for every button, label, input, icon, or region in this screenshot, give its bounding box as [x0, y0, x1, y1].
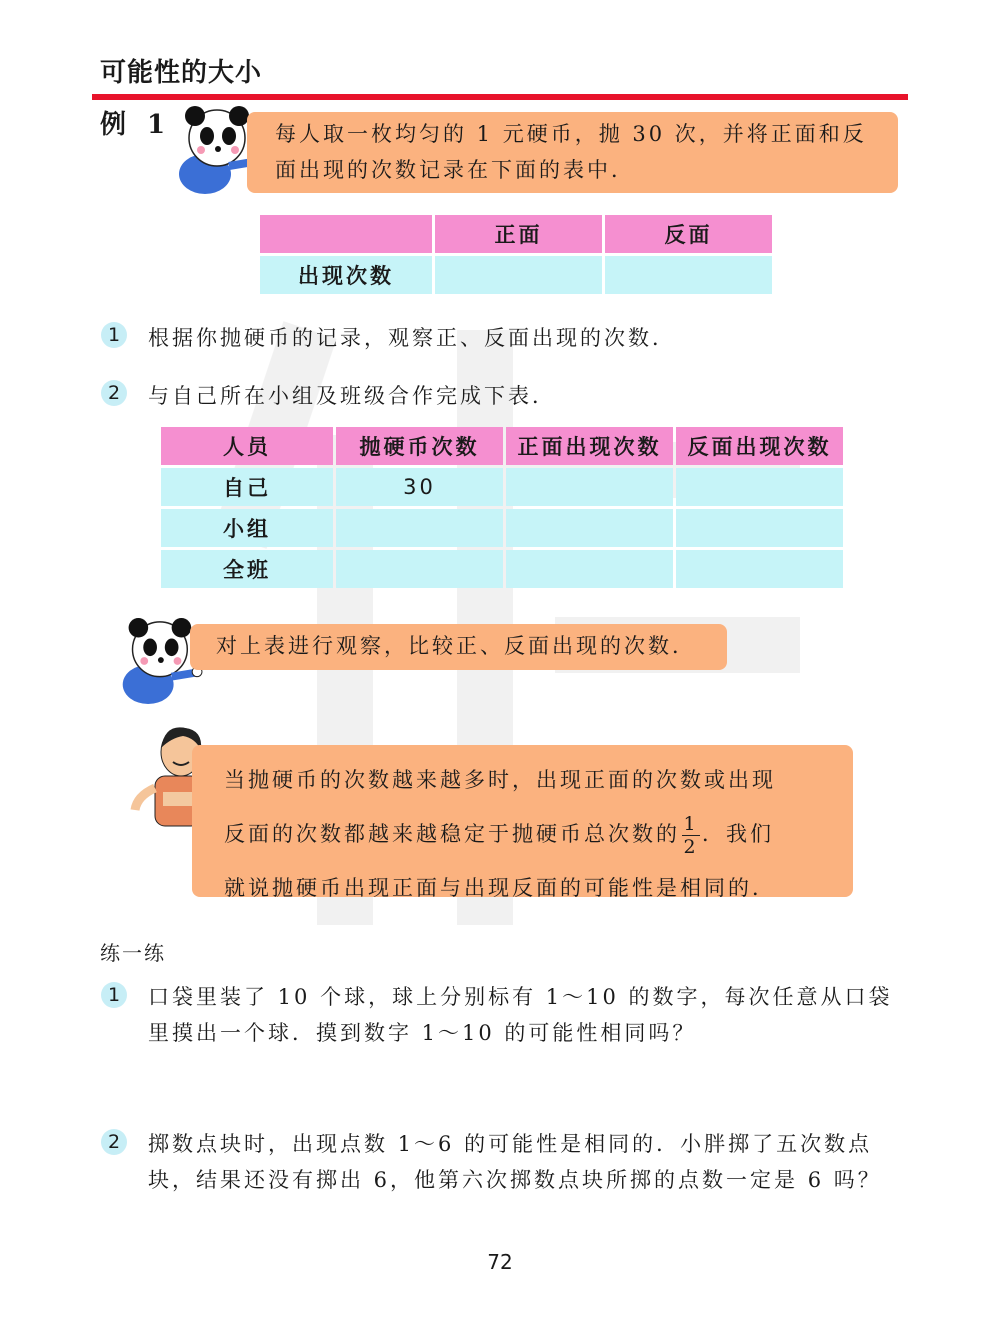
step-number-badge: 1: [101, 322, 127, 348]
step-text: 根据你抛硬币的记录，观察正、反面出现的次数．: [148, 326, 676, 350]
table-cell: 小组: [161, 509, 333, 547]
fraction: [682, 814, 700, 857]
practice-heading: 练一练: [100, 941, 166, 965]
table-cell: [435, 256, 602, 294]
exercise-number-badge: 2: [101, 1129, 127, 1155]
table-cell: 全班: [161, 550, 333, 588]
conclusion-line: [224, 807, 844, 861]
table-cell: [506, 550, 673, 588]
instruction-text: 每人取一枚均匀的 1 元硬币，抛 30 次，并将正面和反面出现的次数记录在下面的表中．: [275, 122, 867, 182]
table-cell: 自己: [161, 468, 333, 506]
title-rule: [92, 94, 908, 100]
table-row: [161, 468, 843, 506]
table-row: [161, 550, 843, 588]
table-cell: [605, 256, 772, 294]
panda-illustration: [108, 616, 203, 706]
conclusion-line-part: 反面的次数都越来越稳定于抛硬币总次数的: [224, 822, 680, 846]
table-cell: [676, 468, 843, 506]
exercise-line: 掷数点块时，出现点数 1～6 的可能性是相同的．小胖掷了五次数点: [148, 1132, 873, 1156]
fraction-denominator: 2: [683, 836, 699, 858]
instruction-callout: [247, 112, 898, 193]
conclusion-line: 就说抛硬币出现正面与出现反面的可能性是相同的．: [224, 876, 776, 900]
table-row: [161, 509, 843, 547]
step-text: 与自己所在小组及班级合作完成下表．: [148, 384, 556, 408]
record-table: [257, 212, 775, 297]
table-row-label: 出现次数: [260, 256, 432, 294]
table-header-cell: 正面出现次数: [506, 427, 673, 465]
table-cell: [676, 550, 843, 588]
table-header-cell: 人员: [161, 427, 333, 465]
table-header-cell: 正面: [435, 215, 602, 253]
step-number-badge: 2: [101, 380, 127, 406]
exercise-text: [148, 979, 938, 1051]
table-cell: 30: [336, 468, 503, 506]
panda-illustration: [165, 104, 260, 196]
table-cell: [506, 468, 673, 506]
table-header-cell: [260, 215, 432, 253]
observation-callout: [190, 624, 727, 670]
fraction-numerator: 1: [683, 813, 699, 835]
example-label: 例 1: [100, 110, 172, 140]
observation-text: 对上表进行观察，比较正、反面出现的次数．: [216, 634, 696, 658]
table-header-cell: 抛硬币次数: [336, 427, 503, 465]
table-cell: [336, 550, 503, 588]
conclusion-text: [224, 753, 844, 915]
exercise-number-badge: 1: [101, 982, 127, 1008]
conclusion-line: 当抛硬币的次数越来越多时，出现正面的次数或出现: [224, 768, 776, 792]
exercise-line: 块，结果还没有掷出 6，他第六次掷数点块所掷的点数一定是 6 吗？: [148, 1168, 882, 1192]
page-number: 72: [487, 1250, 513, 1274]
table-cell: [676, 509, 843, 547]
conclusion-line-part: ．我们: [702, 822, 774, 846]
table-header-cell: 反面: [605, 215, 772, 253]
table-cell: [336, 509, 503, 547]
group-table: [158, 424, 846, 591]
exercise-line: 里摸出一个球．摸到数字 1～10 的可能性相同吗？: [148, 1021, 697, 1045]
exercise-text: [148, 1126, 938, 1198]
table-cell: [506, 509, 673, 547]
page-title: 可能性的大小: [100, 58, 263, 88]
exercise-line: 口袋里装了 10 个球，球上分别标有 1～10 的数字，每次任意从口袋: [148, 985, 893, 1009]
conclusion-callout: [192, 745, 853, 900]
table-header-cell: 反面出现次数: [676, 427, 843, 465]
